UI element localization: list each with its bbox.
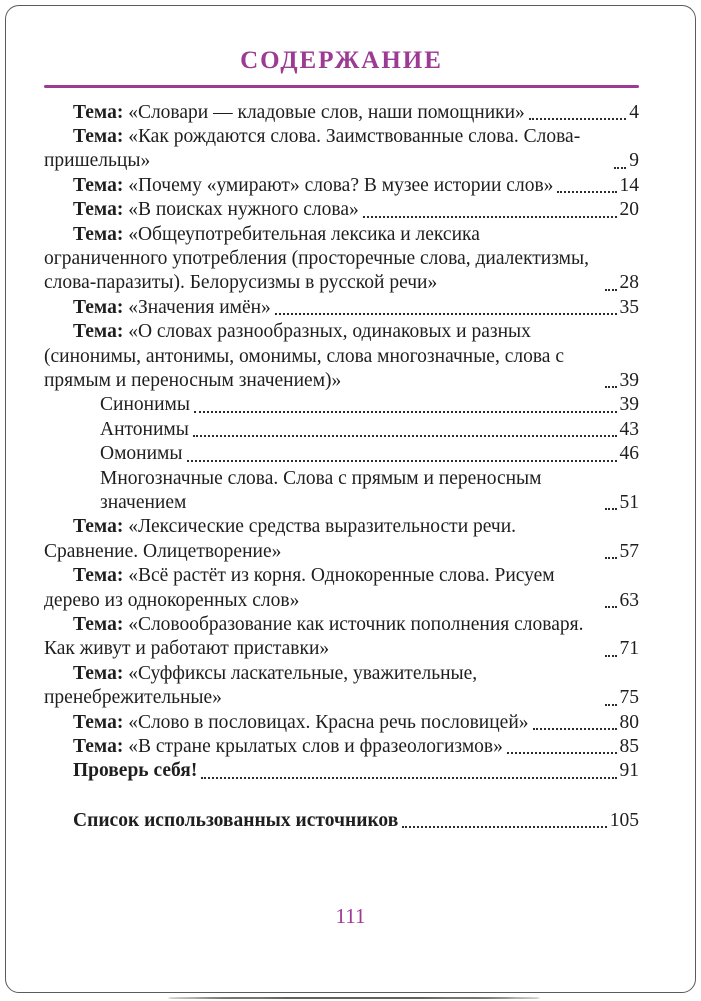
toc-entry: [44, 735, 639, 759]
toc-entry: [44, 223, 639, 296]
dot-leader: [557, 191, 616, 193]
toc-entry-text: «Значения имён»: [123, 296, 271, 318]
dot-leader: [605, 655, 617, 657]
dot-leader: [605, 508, 617, 510]
toc-entry-title: [44, 662, 601, 711]
toc-entry-title: [44, 735, 503, 759]
toc-entry: [44, 198, 639, 222]
toc-entry-text: Проверь себя!: [73, 760, 198, 782]
toc-entry-title: [44, 442, 183, 466]
dot-leader: [605, 386, 617, 388]
toc-entry-title: [44, 759, 197, 783]
toc-list: [44, 101, 639, 834]
dot-leader: [605, 289, 617, 291]
toc-entry-title: [44, 418, 189, 442]
toc-entry-page-number: 57: [619, 540, 639, 562]
toc-entry-page-number: 28: [619, 272, 639, 294]
toc-entry-text: «Суффиксы ласкательные, уважительные, пренебрежительные»: [44, 662, 478, 709]
dot-leader: [605, 606, 617, 608]
dot-leader: [363, 216, 617, 218]
toc-entry: [44, 125, 639, 174]
toc-entry-title: [44, 125, 610, 174]
toc-entry-text: «Слово в пословицах. Красна речь пословицей»: [123, 711, 529, 733]
toc-entry-title: [44, 467, 601, 516]
toc-entry-page-number: 75: [619, 687, 639, 709]
toc-entry-prefix: Тема:: [73, 296, 124, 318]
toc-entry: [44, 564, 639, 613]
toc-entry-prefix: Тема:: [73, 174, 124, 196]
toc-entry-text: «В стране крылатых слов и фразеологизмов»: [123, 736, 503, 758]
toc-entry-page-number: 14: [619, 174, 639, 196]
dot-leader: [605, 557, 617, 559]
scan-edge-artifact: [168, 997, 540, 1000]
toc-entry-page-number: 71: [619, 638, 639, 660]
toc-entry-page-number: 39: [619, 394, 639, 416]
dot-leader: [533, 728, 617, 730]
dot-leader: [193, 435, 617, 437]
toc-entry-prefix: Тема:: [73, 321, 124, 343]
toc-entry-title: [44, 393, 190, 417]
toc-entry: [44, 467, 639, 516]
toc-entry-text: Синонимы: [100, 394, 190, 416]
toc-entry: [44, 662, 639, 711]
toc-entry: [44, 296, 639, 320]
toc-entry-text: «Почему «умирают» слова? В музее истории слов»: [123, 174, 554, 196]
toc-entry-prefix: Тема:: [73, 199, 124, 221]
toc-entry-text: «Словообразование как источник пополнения словаря. Как живут и работают приставки»: [44, 614, 584, 660]
toc-entry-text: Омонимы: [100, 443, 183, 465]
dot-leader: [614, 167, 626, 169]
toc-entry-text: «Всё растёт из корня. Однокоренные слова. Рисуем дерево из однокоренных слов»: [44, 565, 555, 611]
toc-entry-page-number: 51: [619, 492, 639, 513]
toc-entry-page-number: 9: [629, 150, 639, 172]
dot-leader: [275, 313, 617, 315]
toc-entry: [44, 101, 639, 125]
toc-entry-page-number: 105: [609, 809, 639, 831]
toc-entry-page-number: 35: [619, 296, 639, 318]
toc-entry: [44, 174, 639, 198]
dot-leader: [529, 118, 626, 120]
toc-entry-title: [44, 613, 601, 662]
toc-entry-page-number: 39: [619, 369, 639, 391]
toc-entry: [44, 393, 639, 417]
toc-entry-page-number: 91: [619, 760, 639, 782]
toc-entry-page-number: 46: [619, 443, 639, 465]
page-title: СОДЕРЖАНИЕ: [240, 47, 443, 74]
dot-leader: [507, 752, 617, 754]
toc-content: [44, 46, 639, 833]
toc-entry-text: Антонимы: [100, 418, 189, 440]
toc-entry-title: [44, 223, 601, 296]
toc-entry-title: [44, 320, 601, 393]
toc-entry-title: [44, 101, 525, 125]
folio-page-number: 111: [335, 904, 366, 928]
toc-entry-prefix: Тема:: [73, 223, 124, 245]
toc-entry: [44, 442, 639, 466]
toc-entry-page-number: 4: [629, 101, 639, 123]
toc-entry-prefix: Тема:: [73, 101, 124, 123]
dot-leader: [605, 704, 617, 706]
toc-entry-text: «Как рождаются слова. Заимствованные слова. Слова-пришельцы»: [44, 125, 581, 172]
toc-entry-page-number: 80: [619, 711, 639, 733]
toc-entry: [44, 515, 639, 564]
toc-entry-prefix: Тема:: [73, 125, 124, 147]
toc-entry-prefix: Тема:: [73, 614, 124, 636]
toc-entry-prefix: Тема:: [73, 711, 124, 733]
dot-leader: [194, 411, 617, 413]
toc-entry-prefix: Тема:: [73, 516, 124, 538]
toc-entry-text: «О словах разнообразных, одинаковых и разных (синонимы, антонимы, омонимы, слова многозначные, слова с прямым и переносным значением)»: [44, 321, 564, 391]
toc-entry-prefix: Тема:: [73, 662, 124, 684]
toc-entry-title: [44, 564, 601, 613]
toc-entry-title: [44, 296, 271, 320]
toc-entry-prefix: Тема:: [73, 736, 124, 758]
toc-entry: [44, 759, 639, 783]
toc-entry-text: «Словари — кладовые слов, наши помощники»: [123, 101, 525, 123]
toc-entry-page-number: 43: [619, 418, 639, 440]
toc-entry-text: «В поисках нужного слова»: [123, 199, 359, 221]
toc-entry-text: Список использованных источников: [73, 809, 399, 831]
toc-entry: [44, 320, 639, 393]
toc-entry-prefix: Тема:: [73, 565, 124, 587]
toc-entry-text: Многозначные слова. Слова с прямым и переносным значением: [100, 467, 542, 513]
dot-leader: [187, 460, 617, 462]
dot-leader: [402, 826, 607, 828]
dot-leader: [201, 777, 616, 779]
toc-entry-page-number: 20: [619, 199, 639, 221]
toc-entry-title: [44, 515, 601, 564]
toc-entry-title: [44, 809, 398, 833]
toc-entry-page-number: 85: [619, 736, 639, 758]
toc-entry: [44, 418, 639, 442]
toc-entry-title: [44, 198, 359, 222]
toc-entry-page-number: 63: [619, 589, 639, 611]
toc-entry: [44, 809, 639, 833]
toc-entry-text: «Лексические средства выразительности речи. Сравнение. Олицетворение»: [44, 516, 517, 562]
toc-entry-title: [44, 711, 529, 735]
toc-entry-text: «Общеупотребительная лексика и лексика ограниченного употребления (просторечные слова, диалектизмы, слова-паразиты). Белорусизмы в русской речи»: [44, 223, 589, 294]
toc-entry-title: [44, 174, 553, 198]
title-rule: [44, 85, 639, 88]
toc-entry: [44, 711, 639, 735]
toc-entry: [44, 613, 639, 662]
